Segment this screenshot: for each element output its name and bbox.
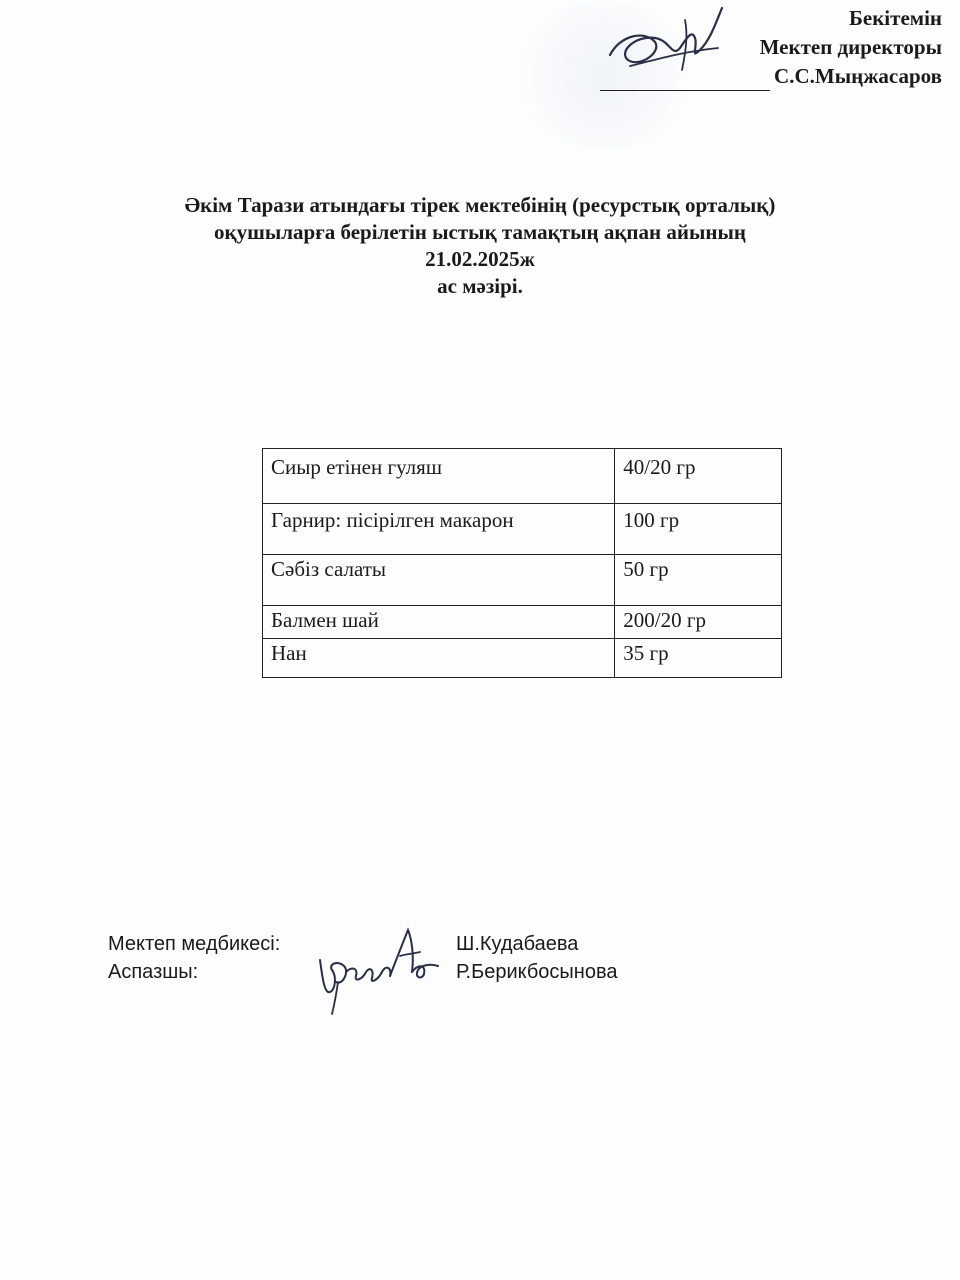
table-row xyxy=(263,504,782,555)
table-row xyxy=(263,639,782,678)
document-title xyxy=(0,192,960,300)
portion-cell: 50 гр xyxy=(615,555,782,606)
staff-signature-icon xyxy=(308,920,448,1020)
dish-cell: Балмен шай xyxy=(263,606,615,639)
title-line-4: ас мәзірі. xyxy=(437,274,523,298)
title-line-3: 21.02.2025ж xyxy=(425,247,535,271)
menu-table xyxy=(262,448,782,678)
cook-name: Р.Берикбосынова xyxy=(456,961,618,983)
approval-position: Мектеп директоры xyxy=(759,35,942,59)
portion-cell: 40/20 гр xyxy=(615,449,782,504)
signatory-labels xyxy=(108,930,280,986)
approval-heading: Бекітемін xyxy=(848,6,942,30)
signatory-names xyxy=(456,930,618,986)
table-row xyxy=(263,606,782,639)
dish-cell: Нан xyxy=(263,639,615,678)
table-row xyxy=(263,555,782,606)
dish-cell: Сиыр етінен гуляш xyxy=(263,449,615,504)
portion-cell: 200/20 гр xyxy=(615,606,782,639)
nurse-label: Мектеп медбикесі: xyxy=(108,933,281,955)
signature-line xyxy=(600,70,770,91)
approval-block xyxy=(600,4,942,91)
portion-cell: 35 гр xyxy=(615,639,782,678)
director-name: С.С.Мыңжасаров xyxy=(774,64,942,88)
portion-cell: 100 гр xyxy=(615,504,782,555)
nurse-name: Ш.Кудабаева xyxy=(456,933,579,955)
dish-cell: Гарнир: пісірілген макарон xyxy=(263,504,615,555)
title-line-2: оқушыларға берілетін ыстық тамақтың ақпан айының xyxy=(214,220,746,244)
cook-label: Аспазшы: xyxy=(108,961,199,983)
title-line-1: Әкім Тарази атындағы тірек мектебінің (ресурстық орталық) xyxy=(184,193,776,217)
dish-cell: Сәбіз салаты xyxy=(263,555,615,606)
table-row xyxy=(263,449,782,504)
